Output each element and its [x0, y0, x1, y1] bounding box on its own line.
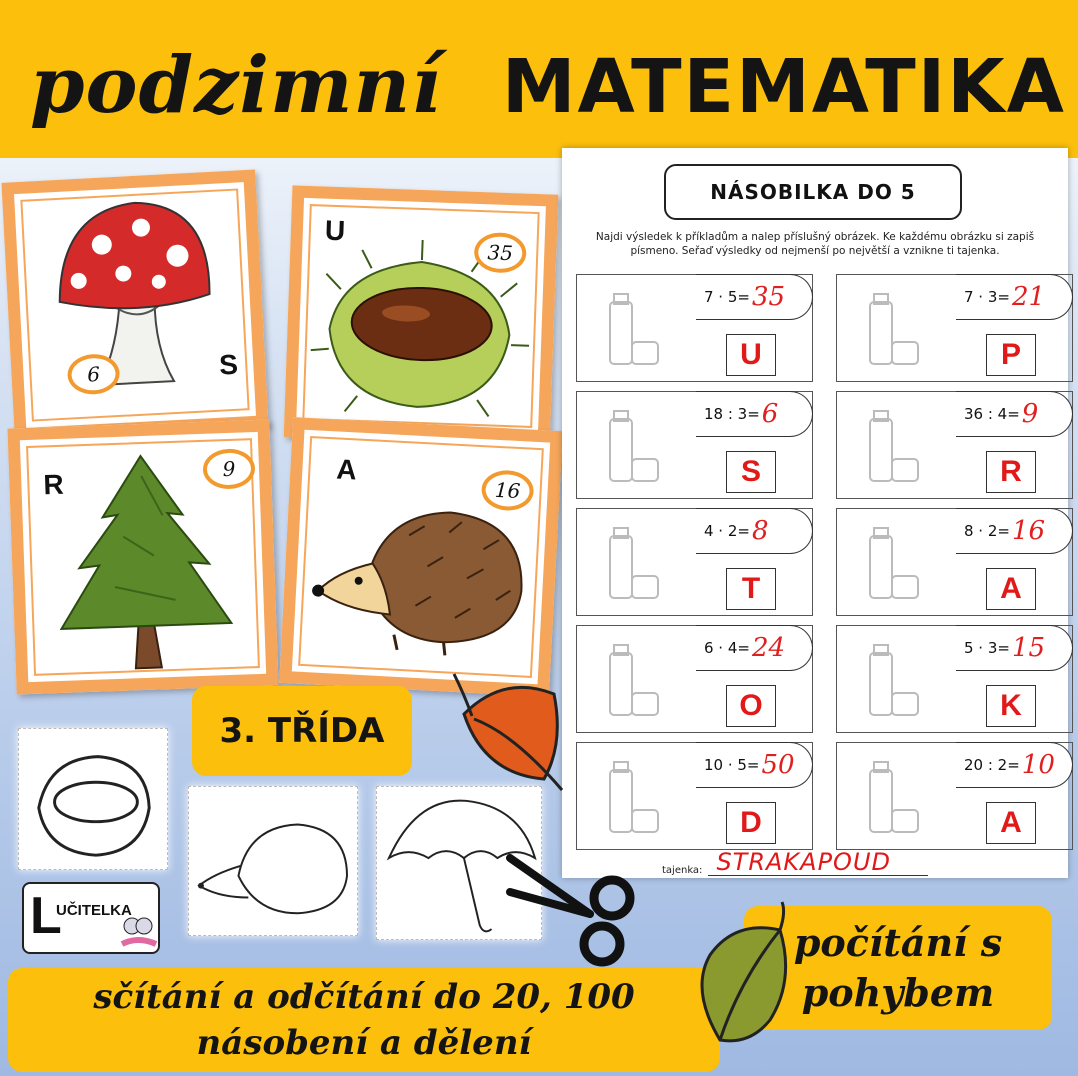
hedgehog-outline-icon [189, 787, 357, 935]
worksheet [562, 148, 1068, 878]
worksheet-cell [576, 742, 813, 850]
worksheet-title: NÁSOBILKA DO 5 [664, 164, 962, 220]
glue-stick-icon [858, 292, 928, 372]
equation-pill [956, 742, 1073, 788]
letter-box: S [726, 451, 776, 493]
card-number-badge: 16 [481, 469, 535, 512]
coloring-hedgehog [188, 786, 358, 936]
equation-pill [696, 508, 813, 554]
letter-box: U [726, 334, 776, 376]
card-number-badge: 6 [67, 353, 121, 396]
motion-line-1: počítání s [793, 920, 1003, 965]
chestnut-outline-icon [19, 729, 167, 869]
equation: 8 · 2= [964, 522, 1010, 540]
answer: 35 [751, 282, 786, 312]
worksheet-cell [576, 274, 813, 382]
glue-stick-icon [858, 760, 928, 840]
answer: 50 [761, 750, 795, 780]
coloring-chestnut [18, 728, 168, 870]
tajenka-label: tajenka: [662, 865, 703, 876]
topics-line-2: násobení a dělení [196, 1023, 532, 1063]
topics-line-1: sčítání a odčítání do 20, 100 [93, 977, 635, 1017]
card-letter: U [324, 214, 346, 247]
equation-pill [956, 508, 1073, 554]
equation: 36 : 4= [964, 405, 1020, 423]
equation: 10 · 5= [704, 756, 760, 774]
card-number-badge: 9 [202, 448, 255, 490]
equation-pill [696, 625, 813, 671]
letter-box: K [986, 685, 1036, 727]
mushroom-icon [14, 182, 256, 428]
equation-pill [696, 274, 813, 320]
equation: 7 · 3= [964, 288, 1010, 306]
glue-stick-icon [598, 760, 668, 840]
equation: 5 · 3= [964, 639, 1010, 657]
card-mushroom [1, 170, 268, 441]
card-letter: A [335, 453, 358, 486]
glue-stick-icon [598, 643, 668, 723]
letter-box: A [986, 802, 1036, 844]
page-title [30, 40, 1066, 150]
glue-stick-icon [858, 643, 928, 723]
answer: 6 [761, 399, 779, 429]
answer: 10 [1021, 750, 1055, 780]
card-letter: S [218, 348, 239, 381]
worksheet-cell [576, 625, 813, 733]
logo-letter-l: L [30, 887, 62, 945]
equation-pill [956, 625, 1073, 671]
equation-pill [956, 391, 1073, 437]
letter-box: O [726, 685, 776, 727]
glue-stick-icon [598, 292, 668, 372]
worksheet-cell [836, 391, 1073, 499]
equation: 6 · 4= [704, 639, 750, 657]
equation: 20 : 2= [964, 756, 1020, 774]
green-leaf-icon [690, 900, 800, 1050]
worksheet-cell [836, 625, 1073, 733]
motion-line-2: pohybem [801, 970, 995, 1015]
card-letter: R [42, 468, 65, 501]
equation: 7 · 5= [704, 288, 750, 306]
worm-mascot-icon [120, 914, 158, 950]
letter-box: T [726, 568, 776, 610]
card-tree [7, 420, 278, 695]
letter-box: R [986, 451, 1036, 493]
title-part-1: podzimní [30, 40, 442, 131]
worksheet-cell [576, 508, 813, 616]
answer: 8 [751, 516, 769, 546]
glue-stick-icon [598, 409, 668, 489]
tajenka-line [708, 848, 928, 876]
leaf-icon [444, 664, 574, 794]
worksheet-instructions: Najdi výsledek k příkladům a nalep příslušný obrázek. Ke každému obrázku si zapiš písmeno. Seřaď výsledky od nejmenší po největší a vznikne ti tajenka. [595, 231, 1035, 257]
worksheet-cell [836, 742, 1073, 850]
equation: 4 · 2= [704, 522, 750, 540]
letter-box: A [986, 568, 1036, 610]
title-part-2: MATEMATIKA [501, 44, 1066, 130]
grade-label: 3. TŘÍDA [192, 686, 412, 776]
answer: 16 [1011, 516, 1046, 546]
glue-stick-icon [598, 526, 668, 606]
equation-pill [696, 391, 813, 437]
scissors-icon [500, 848, 642, 968]
glue-stick-icon [858, 526, 928, 606]
logo [22, 882, 160, 954]
answer: 15 [1011, 633, 1046, 663]
card-hedgehog [279, 417, 563, 697]
worksheet-cell [836, 274, 1073, 382]
worksheet-cell [836, 508, 1073, 616]
logo-text: UČITELKA [56, 902, 132, 919]
card-number-badge: 35 [474, 232, 527, 274]
topics-label [8, 968, 720, 1072]
answer: 9 [1021, 399, 1039, 429]
equation-pill [696, 742, 813, 788]
equation: 18 : 3= [704, 405, 760, 423]
tajenka-value: STRAKAPOUD [716, 848, 891, 876]
hedgehog-icon [292, 430, 550, 685]
letter-box: D [726, 802, 776, 844]
answer: 24 [751, 633, 786, 663]
tajenka [662, 848, 928, 876]
worksheet-cell [576, 391, 813, 499]
card-chestnut [284, 185, 559, 446]
glue-stick-icon [858, 409, 928, 489]
answer: 21 [1011, 282, 1046, 312]
letter-box: P [986, 334, 1036, 376]
equation-pill [956, 274, 1073, 320]
